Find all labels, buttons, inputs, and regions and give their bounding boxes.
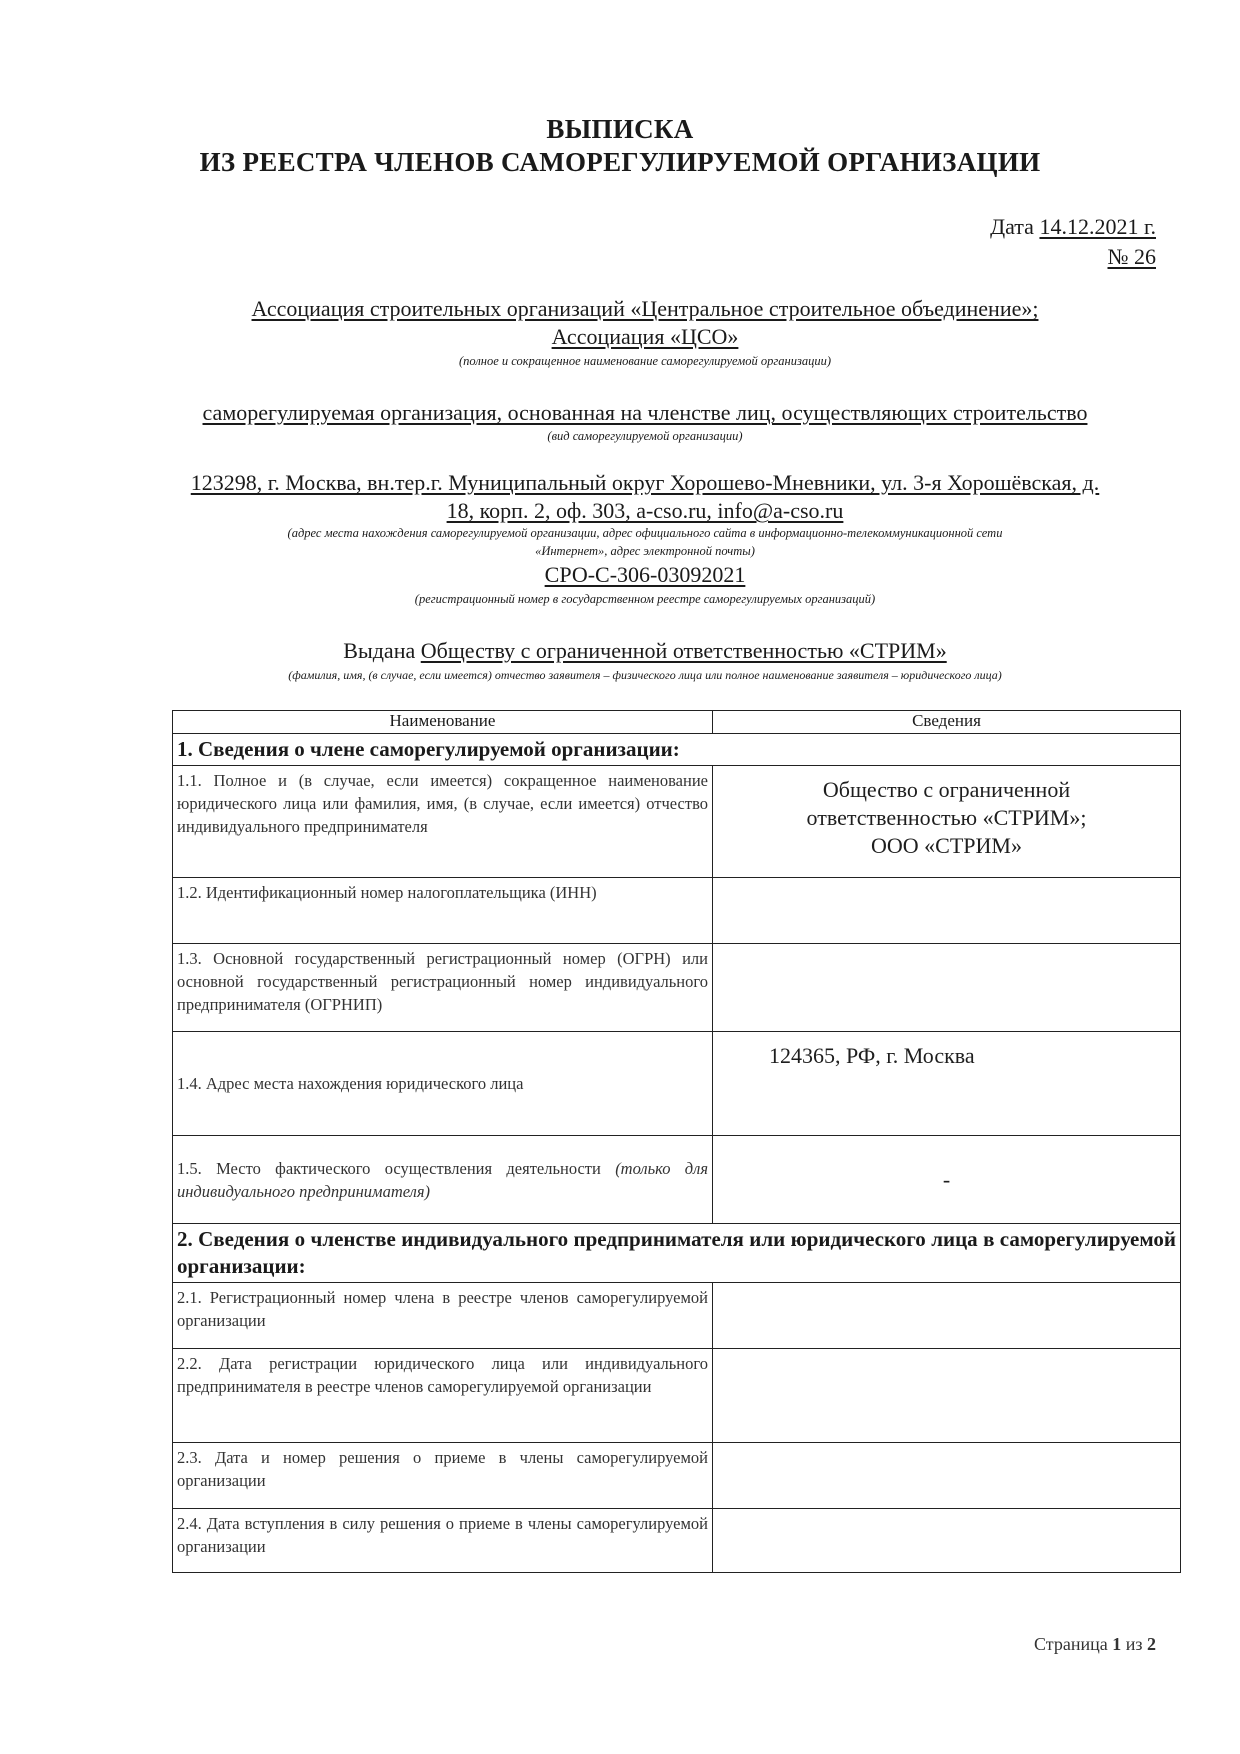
document-title: ВЫПИСКА xyxy=(546,114,694,144)
table-row xyxy=(173,1349,1181,1443)
org-type: саморегулируемая организация, основанная на членстве лиц, осуществляющих строительство xyxy=(202,400,1088,425)
document-subtitle: ИЗ РЕЕСТРА ЧЛЕНОВ САМОРЕГУЛИРУЕМОЙ ОРГАНИЗАЦИИ xyxy=(199,147,1041,177)
date-label: Дата xyxy=(990,214,1034,239)
org-address-line2: 18, корп. 2, оф. 303, a-cso.ru, info@a-cso.ru xyxy=(446,498,844,523)
org-reg-caption: (регистрационный номер в государственном реестре саморегулируемых организаций) xyxy=(414,592,876,606)
org-address-caption-line2: «Интернет», адрес электронной почты) xyxy=(535,544,755,558)
row-2-2-value xyxy=(713,1349,1181,1443)
column-header-value: Сведения xyxy=(713,711,1181,734)
row-1-1-name: 1.1. Полное и (в случае, если имеется) сокращенное наименование юридического лица или фамилия, имя, (в случае, если имеется) отчество индивидуального предпринимателя xyxy=(173,766,713,878)
row-2-4-value xyxy=(713,1509,1181,1573)
table-row xyxy=(173,766,1181,878)
page-current: 1 xyxy=(1112,1634,1122,1654)
row-1-4-name: 1.4. Адрес места нахождения юридического лица xyxy=(173,1032,713,1136)
table-row xyxy=(173,1032,1181,1136)
row-1-5-value: - xyxy=(713,1136,1181,1224)
date-number-block xyxy=(990,212,1156,272)
section-1-heading: 1. Сведения о члене саморегулируемой организации: xyxy=(173,734,1181,766)
org-full-name: Ассоциация строительных организаций «Центральное строительное объединение»; xyxy=(251,296,1039,321)
org-reg-number: СРО-С-306-03092021 xyxy=(544,562,746,587)
table-row xyxy=(173,1509,1181,1573)
table-row xyxy=(173,1136,1181,1224)
row-1-5-name xyxy=(173,1136,713,1224)
row-1-2-value xyxy=(713,878,1181,944)
date-value: 14.12.2021 г. xyxy=(1039,214,1156,239)
page-word: Страница xyxy=(1034,1634,1108,1654)
row-1-1-value-line2: ответственностью «СТРИМ»; xyxy=(806,805,1087,830)
row-1-3-name: 1.3. Основной государственный регистрационный номер (ОГРН) или основной государственный регистрационный номер индивидуального предпринимателя (ОГРНИП) xyxy=(173,944,713,1032)
page-counter xyxy=(1034,1634,1156,1655)
row-2-2-name: 2.2. Дата регистрации юридического лица или индивидуального предпринимателя в реестре членов саморегулируемой организации xyxy=(173,1349,713,1443)
row-1-1-value-line1: Общество с ограниченной xyxy=(822,777,1071,802)
row-2-1-value xyxy=(713,1283,1181,1349)
org-short-name: Ассоциация «ЦСО» xyxy=(551,324,739,349)
table-row xyxy=(173,878,1181,944)
page-total: 2 xyxy=(1147,1634,1156,1654)
document-number: № 26 xyxy=(1107,244,1156,269)
issued-line xyxy=(120,638,1170,664)
row-2-1-name: 2.1. Регистрационный номер члена в реестре членов саморегулируемой организации xyxy=(173,1283,713,1349)
row-1-5-name-note: (только для индивидуального предпринимателя) xyxy=(177,1158,709,1201)
row-1-1-value-line3: ООО «СТРИМ» xyxy=(871,833,1022,858)
table-row xyxy=(173,944,1181,1032)
row-1-1-value xyxy=(713,766,1181,878)
issued-caption: (фамилия, имя, (в случае, если имеется) отчество заявителя – физического лица или полное наименование заявителя – юридического лица) xyxy=(288,668,1002,682)
org-address-caption-line1: (адрес места нахождения саморегулируемой организации, адрес официального сайта в информационно-телекоммуникационной сети xyxy=(287,526,1003,540)
row-1-3-value xyxy=(713,944,1181,1032)
page-of-word: из xyxy=(1125,1634,1143,1654)
org-name-caption: (полное и сокращенное наименование саморегулируемой организации) xyxy=(458,354,832,368)
row-2-3-value xyxy=(713,1443,1181,1509)
org-type-caption: (вид саморегулируемой организации) xyxy=(547,429,743,443)
table-row xyxy=(173,1443,1181,1509)
row-2-3-name: 2.3. Дата и номер решения о приеме в члены саморегулируемой организации xyxy=(173,1443,713,1509)
table-header-row xyxy=(173,711,1181,734)
row-2-4-name: 2.4. Дата вступления в силу решения о приеме в члены саморегулируемой организации xyxy=(173,1509,713,1573)
section-row xyxy=(173,734,1181,766)
section-row xyxy=(173,1224,1181,1283)
row-1-2-name: 1.2. Идентификационный номер налогоплательщика (ИНН) xyxy=(173,878,713,944)
issued-value: Обществу с ограниченной ответственностью «СТРИМ» xyxy=(420,638,947,663)
row-1-5-name-text: 1.5. Место фактического осуществления деятельности xyxy=(177,1158,601,1178)
table-row xyxy=(173,1283,1181,1349)
column-header-name: Наименование xyxy=(173,711,713,734)
row-1-4-value: 124365, РФ, г. Москва xyxy=(713,1032,1181,1136)
registry-table xyxy=(172,710,1181,1573)
org-address-line1: 123298, г. Москва, вн.тер.г. Муниципальный округ Хорошево-Мневники, ул. 3-я Хорошёвская, д. xyxy=(190,470,1100,495)
date-line xyxy=(990,212,1156,242)
section-2-heading: 2. Сведения о членстве индивидуального предпринимателя или юридического лица в саморегулируемой организации: xyxy=(173,1224,1181,1283)
issued-label: Выдана xyxy=(343,638,416,663)
